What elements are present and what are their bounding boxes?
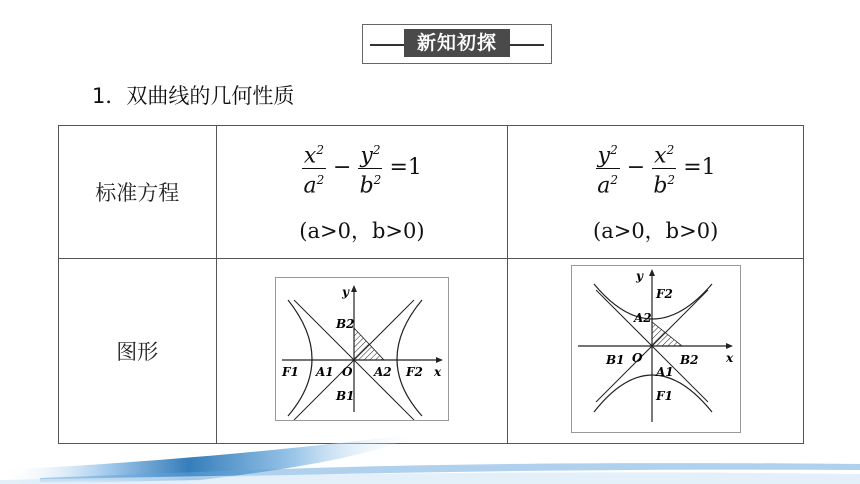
condition-left: (a>0，b>0) <box>299 218 425 243</box>
label-O: O <box>341 365 353 379</box>
hyperbola-vertical-figure <box>571 265 741 433</box>
equation-right: $\frac{y^2}{a^2}$ − $\frac{x^2}{b^2}$ =1 <box>508 139 803 197</box>
banner-title: 新知初探 <box>404 29 510 57</box>
label-A2: A2 <box>633 311 652 325</box>
label-F1: F1 <box>655 389 673 403</box>
label-F2: F2 <box>655 287 673 301</box>
table-row <box>59 259 804 444</box>
label-y: y <box>635 269 643 283</box>
footer-swoosh-decoration <box>0 430 860 484</box>
hyperbola-left-branch <box>288 300 312 416</box>
hyperbola-lower-branch <box>594 375 712 412</box>
table-row <box>59 126 804 259</box>
equation-cell-right <box>508 126 804 259</box>
label-A1: A1 <box>655 365 674 379</box>
shaded-triangle <box>652 322 682 346</box>
section-heading: 1．双曲线的几何性质 <box>92 84 295 108</box>
row-label-equation: 标准方程 <box>59 126 217 259</box>
banner-left-line <box>370 44 404 46</box>
label-F2: F2 <box>405 365 423 379</box>
banner-right-line <box>510 44 544 46</box>
figure-cell-left <box>216 259 508 444</box>
hyperbola-horizontal-figure <box>275 277 449 421</box>
label-A2: A2 <box>373 365 392 379</box>
row-label-figure: 图形 <box>59 259 217 444</box>
hyperbola-properties-table <box>58 125 804 444</box>
hyperbola-upper-branch <box>594 284 712 319</box>
condition-right: (a>0，b>0) <box>593 218 719 243</box>
hyperbola-right-branch <box>397 300 422 416</box>
label-B1: B1 <box>605 353 625 367</box>
label-B2: B2 <box>335 317 355 331</box>
label-x: x <box>725 351 733 365</box>
label-A1: A1 <box>315 365 334 379</box>
label-y: y <box>341 285 349 299</box>
label-B2: B2 <box>679 353 699 367</box>
figure-cell-right <box>508 259 804 444</box>
equation-cell-left <box>216 126 508 259</box>
shaded-triangle <box>354 328 384 360</box>
label-x: x <box>433 365 442 379</box>
equation-left: $\frac{x^2}{a^2}$ − $\frac{y^2}{b^2}$ =1 <box>217 139 508 197</box>
label-F1: F1 <box>281 365 299 379</box>
section-banner <box>362 24 552 64</box>
label-B1: B1 <box>335 389 355 403</box>
label-O: O <box>631 351 643 365</box>
